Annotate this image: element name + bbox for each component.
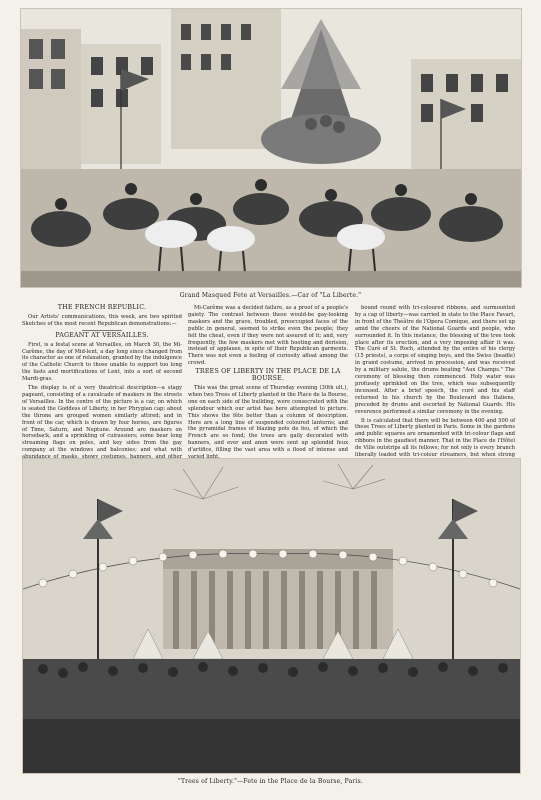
article-columns (22, 305, 522, 457)
top-figure-caption: Grand Masqued Fete at Versailles.—Car of "La Liberte." (179, 292, 362, 299)
article-heading: THE FRENCH REPUBLIC. (57, 304, 147, 311)
section-heading-versailles: PAGEANT AT VERSAILLES. (55, 331, 149, 339)
paragraph: The display is of a very theatrical description—a stagy pageant, consisting of a cavalcade of maskers in the streets of Versailles. In the centre of the picture is a car, on which is seated the Goddess of Liberty, in her Phrygian cap; about the throne are grouped women similarly attired; and in front of the car, which is drawn by four horses, are figures of Time, Saturn, and Neptune. Around are maskers on horseback, and a sprinkling of cuirassiers; some bear long streaming flags on poles, and key sides from the gay company at the windows and balconies; and what with (22, 385, 182, 454)
divider (82, 330, 122, 331)
paragraph: bound round with tri-coloured ribbons, and surmounted by a cap of liberty—was carried in state to the Place Favart, in front of the Théâtre de l'Opera Comique, and there set up amid the cheers of the National Guards and people, who surrounded it. In this instance, the blessing of the tree took place after its erection, and a very imposing affair it was. The Curé of St. Roch, attended by the entire of his clergy (15 priests), a corps of singing boys, and the Swiss (beadle) in grand costume, arrived in procession, and was received by a military salute, the drums beating "Aux Champs." The ceremony of blessing then commenced. Holy water was profusely sprinkled on the tree, which was subsequently incensed. After a brief speech, the curé and his staff returned to his church by the Boulevard des Italiens, preceded by drums and escorted by National Guards. His reverence performed a similar ceremony in the evening. (355, 305, 515, 415)
intro-paragraph: Our Artists' communications, this week, are two spirited Sketches of the most recent Republican demonstrations:— (22, 313, 182, 327)
place-de-la-bourse-engraving (22, 458, 521, 774)
paragraph: It is calculated that there will be between 400 and 500 of these Trees of Liberty planted in Paris. Some in the gardens and public squares are ornamented with tri-colour flags and ribbons in the gaudiest manner. That in the Place de l'Hôtel de Ville outstrips all its fellows; for not only is every branch liberally loaded with tri-colour streamers, but when strong (355, 417, 515, 459)
paragraph: First, is a festal scene at Versailles, on March 30, the Mi-Carême, the day of Mid-lent, a day long since changed from its character as one of relaxation, granted by the indulgence of the Catholic Church to those unable to support too long the fasts and mortifications of Lent, into a sort of second Mardi-gras. (22, 341, 182, 383)
bottom-figure-caption: "Trees of Liberty."—Fete in the Place de la Bourse, Paris. (178, 778, 363, 785)
trees-of-liberty-illustration (23, 459, 520, 773)
versailles-pageant-illustration (21, 9, 521, 287)
section-heading-trees: TREES OF LIBERTY IN THE PLACE DE LA BOURSE. (195, 368, 341, 383)
paragraph: This was the great scene of Thursday evening (30th ult.), when two Trees of Liberty planted in the Place de la Bourse, one on each side of the building, were consecrated with the splendour which our artist has here attempted to picture. This shows the fête better than a column of description. Here are a long line of suspended coloured lanterns; and the pyramidal frames of blazing pots de feu, of which the French are so fond; the trees are gaily decorated with banners, and ever and anon were sent up splendid feux d'artifice, filling the vast area with a flood of intense and (188, 384, 348, 454)
paragraph: Mi-Carême was a decided failure, as a proof of a people's gaiety. The contrast between these would-be gay-looking maskers and the grave, troubled, preoccupied faces of the public in general, seemed to strike even the people; they felt the cheat, even if they were not assured of it; and, very frequently, the few maskers met with hooting and derision, instead of applause, in spite of their Republican garments. There was not even a feeling of curiosity afloat among the crowd. (188, 305, 348, 367)
versailles-pageant-engraving (20, 8, 522, 288)
column-3 (355, 305, 515, 482)
